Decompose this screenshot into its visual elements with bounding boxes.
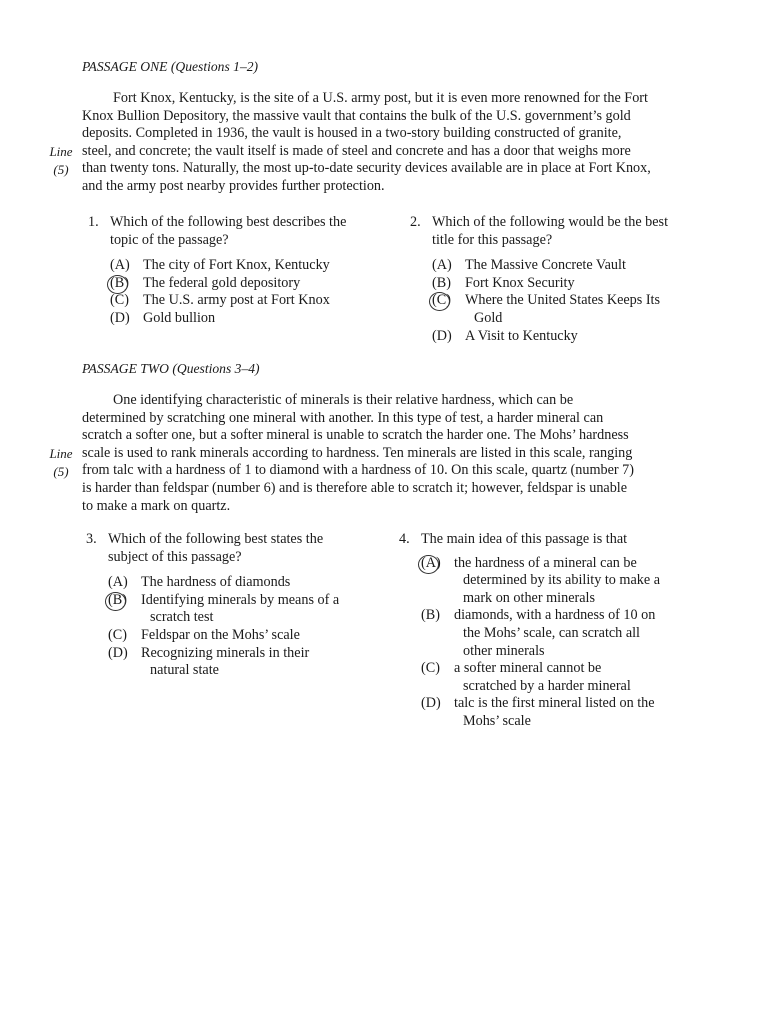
option-letter: (C) [421, 660, 440, 677]
option-text: the hardness of a mineral can be [454, 554, 637, 571]
question-number: 4. [399, 531, 410, 547]
question-number: 3. [86, 531, 97, 547]
option-letter-circled: (B) [108, 592, 141, 627]
passage-two-text [82, 392, 694, 515]
question-number: 1. [88, 214, 99, 230]
answer-option-c[interactable] [421, 660, 699, 695]
question-number: 2. [410, 214, 421, 230]
passage-line: steel, and concrete; the vault itself is made of steel and concrete and has a door that weighs more [82, 142, 631, 159]
option-text: The city of Fort Knox, Kentucky [143, 257, 330, 274]
option-text: a softer mineral cannot be [454, 660, 602, 677]
option-text-continued: Mohs’ scale [463, 712, 531, 729]
option-letter: (C) [108, 626, 127, 643]
line-number: (5) [53, 464, 69, 479]
passage-line: from talc with a hardness of 1 to diamond with a hardness of 10. On this scale, quartz (number 7) [82, 462, 634, 479]
option-text-continued: mark on other minerals [463, 589, 595, 606]
option-letter: (A) [432, 257, 452, 274]
passage-line: than twenty tons. Naturally, the most up-to-date security devices available are in place at Fort Knox, [82, 160, 651, 177]
passage-line: scale is used to rank minerals according to hardness. Ten minerals are listed in this scale, ranging [82, 444, 633, 461]
option-letter: (D) [432, 327, 452, 344]
option-text-continued: natural state [150, 662, 219, 679]
question-stem-line: Which of the following best describes the [110, 214, 347, 230]
passage-line: determined by scratching one mineral with another. In this type of test, a harder mineral can [82, 409, 604, 426]
line-label: Line [49, 446, 73, 461]
answer-option-c[interactable] [108, 627, 386, 645]
answer-option-a[interactable] [421, 555, 699, 608]
answer-option-d[interactable] [108, 645, 386, 680]
option-text: Gold bullion [143, 309, 216, 326]
question-stem-line: subject of this passage? [108, 548, 242, 565]
answer-option-b[interactable] [432, 275, 710, 293]
passage-line: deposits. Completed in 1936, the vault is housed in a two-story building constructed of granite, [82, 125, 622, 142]
option-text-continued: determined by its ability to make a [463, 572, 660, 589]
option-text-continued: other minerals [463, 642, 545, 659]
option-letter: (D) [110, 309, 130, 326]
line-number: (5) [53, 162, 69, 177]
answer-option-b[interactable] [108, 592, 386, 627]
option-letter: (D) [108, 644, 128, 661]
option-text-continued: the Mohs’ scale, can scratch all [463, 624, 641, 641]
option-text: diamonds, with a hardness of 10 on [454, 607, 656, 624]
option-text: Fort Knox Security [465, 274, 575, 291]
question-stem-line: Which of the following best states the [108, 531, 324, 547]
option-text-continued: Gold [474, 309, 503, 326]
answer-option-c[interactable] [110, 292, 388, 310]
passage-one-text [82, 90, 694, 196]
option-text: Recognizing minerals in their [141, 644, 310, 661]
option-text: talc is the first mineral listed on the [454, 695, 655, 712]
option-letter: (A) [110, 257, 130, 274]
answer-option-a[interactable] [108, 574, 386, 592]
option-text: Where the United States Keeps Its [465, 292, 661, 309]
answer-option-d[interactable] [110, 310, 388, 328]
passage-line: to make a mark on quartz. [82, 497, 231, 514]
question-1 [88, 214, 388, 328]
passage-line: is harder than feldspar (number 6) and is therefore able to scratch it; however, feldspar is unable [82, 479, 628, 496]
answer-option-d[interactable] [432, 328, 710, 346]
answer-option-a[interactable] [110, 257, 388, 275]
passage-one-header: PASSAGE ONE (Questions 1–2) [82, 59, 259, 74]
option-letter-circled: (A) [421, 555, 454, 608]
answer-option-b[interactable] [421, 607, 699, 660]
option-text: The Massive Concrete Vault [465, 257, 626, 274]
answer-option-a[interactable] [432, 257, 710, 275]
question-stem-line: Which of the following would be the best [432, 214, 669, 230]
option-text-continued: scratch test [150, 609, 214, 626]
option-letter: (D) [421, 695, 441, 712]
question-4 [399, 531, 699, 731]
line-label: Line [49, 144, 73, 159]
answer-option-b[interactable] [110, 275, 388, 293]
option-text: The U.S. army post at Fort Knox [143, 292, 330, 309]
option-text: The hardness of diamonds [141, 574, 291, 591]
option-text: The federal gold depository [143, 274, 301, 291]
option-letter: (B) [432, 274, 451, 291]
option-letter-circled: (C) [432, 292, 465, 327]
answer-option-d[interactable] [421, 695, 699, 730]
option-letter-circled: (B) [110, 275, 143, 293]
option-text-continued: scratched by a harder mineral [463, 677, 631, 694]
option-text: Feldspar on the Mohs’ scale [141, 626, 300, 643]
question-stem-line: title for this passage? [432, 231, 553, 248]
passage-line: Fort Knox, Kentucky, is the site of a U.S. army post, but it is even more renowned for the Fort [113, 90, 648, 106]
option-letter: (A) [108, 574, 128, 591]
option-letter: (C) [110, 292, 129, 309]
question-2 [410, 214, 710, 345]
passage-line: One identifying characteristic of minerals is their relative hardness, which can be [113, 392, 574, 408]
passage-line: Knox Bullion Depository, the massive vault that contains the bulk of the U.S. government’s gold [82, 107, 631, 124]
question-stem-line: topic of the passage? [110, 231, 229, 248]
passage-line: scratch a softer one, but a softer mineral is unable to scratch the harder one. The Mohs’ hardness [82, 427, 629, 444]
passage-two-header: PASSAGE TWO (Questions 3–4) [82, 361, 260, 376]
passage-line: and the army post nearby provides further protection. [82, 177, 385, 194]
question-3 [86, 531, 386, 680]
option-text: Identifying minerals by means of a [141, 591, 340, 608]
option-text: A Visit to Kentucky [465, 327, 578, 344]
question-stem-line: The main idea of this passage is that [421, 531, 628, 547]
option-letter: (B) [421, 607, 440, 624]
answer-option-c[interactable] [432, 292, 710, 327]
